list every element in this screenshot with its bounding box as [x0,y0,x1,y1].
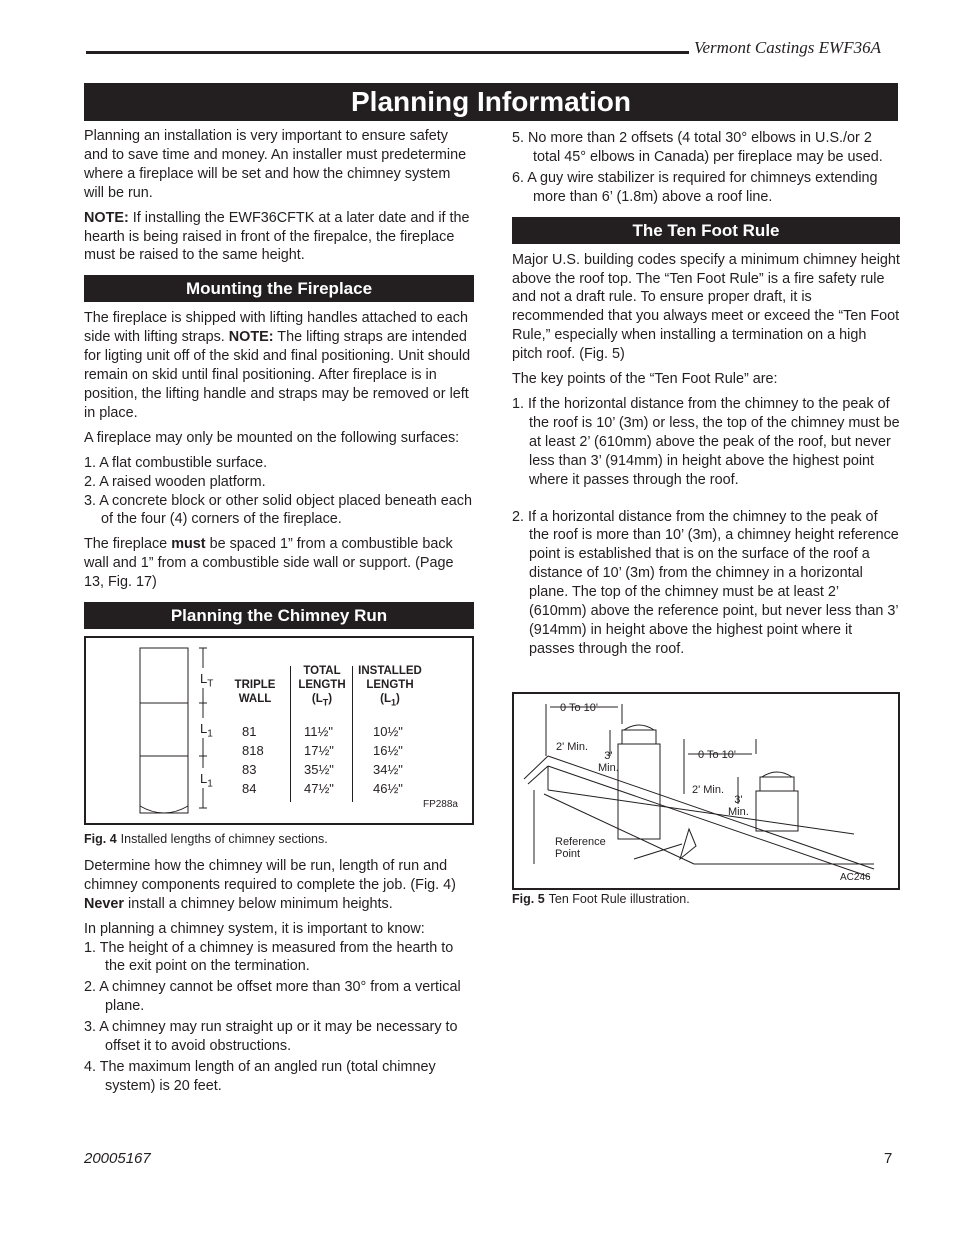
reference-point-label [555,836,606,860]
min-3ft-label-1 [598,750,619,774]
label-line: Min. [598,762,619,774]
header-line: INSTALLED [358,665,422,678]
table-cell: 35½" [304,762,334,778]
document-number: 20005167 [84,1150,151,1167]
table-cell: 10½" [373,724,403,740]
lt-sub: T [207,678,214,690]
table-cell: 46½" [373,781,403,797]
table-divider [290,666,291,802]
header-line [354,692,426,709]
l1-letter: L [200,721,208,737]
list-item: 5. No more than 2 offsets (4 total 30° elbows in U.S./or 2 total 45° elbows in Canada) per fireplace may be used. [512,130,883,165]
mount-text-a: The fireplace is shipped with lifting handles attached to each side with lifting straps. [84,310,468,346]
label-lt [200,670,213,695]
fig4-caption [84,830,474,849]
label-line: Min. [728,806,749,818]
col-header-total-length [292,664,352,709]
sub-1: 1 [391,697,397,708]
det-text-a: Determine how the chimney will be run, length of run and chimney components required to complete the job. (Fig. 4) [84,857,456,893]
surface-list [84,454,474,530]
label-line: 3' [734,794,743,806]
l1b-letter: L [200,771,208,787]
list-item: 2. If a horizontal distance from the chimney to the peak of the roof is more than 10’ (3m), a chimney height reference point is established that is on the surface of the roof a distance of 10’ (3m) from the chimney in a horizontal plane. The top of the chimney must be at least 2’ (610mm) above the reference point, but never less than 3’ (914mm) in height above the highest point where it passes through the roof. [512,508,899,657]
fig5-caption-label: Fig. 5 [512,892,545,906]
label-line: Reference [555,836,606,848]
label-line: 3' [604,750,613,762]
table-cell: 84 [242,781,257,797]
sub-t: T [322,697,329,708]
header-brand: Vermont Castings EWF36A [694,38,881,57]
ten-list [512,395,900,659]
label-line: Point [555,848,581,860]
table-cell: 83 [242,762,257,778]
table-cell: 17½" [304,743,334,759]
col-header-triple-wall [228,678,282,706]
chimney-heading: Planning the Chimney Run [84,602,474,629]
table-cell: 34½" [373,762,403,778]
list-item: 2. A raised wooden platform. [84,473,266,490]
mount-paragraph-2: A fireplace may only be mounted on the following surfaces: [84,429,460,446]
fig4-caption-text: Installed lengths of chimney sections. [120,832,328,847]
spacing-text-a: The fireplace [84,536,172,553]
ten-foot-heading: The Ten Foot Rule [512,217,900,244]
page-number: 7 [884,1150,893,1167]
lt-letter: L [200,671,208,687]
fig5-box [512,692,900,890]
fig4-box [84,636,474,825]
know-intro: In planning a chimney system, it is important to know: [84,920,425,937]
list-item: 4. The maximum length of an angled run (total chimney system) is 20 feet. [84,1059,436,1094]
right-column [512,129,900,677]
determine-paragraph [84,857,474,914]
fig5-caption-text: Ten Foot Rule illustration. [548,892,690,906]
paren-close: ) [328,693,333,706]
header-line: TOTAL [303,665,341,678]
l1-sub: 1 [207,728,213,740]
ten-paragraph-1: Major U.S. building codes specify a minimum chimney height above the roof top. The “Ten Foot Rule” is a fire safety rule and not a draft rule. To ensure proper draft, it is recommended that you always meet or exceed the “Ten Foot Rule,” especially when installing a termination on a high pitch roof. (Fig. 5) [512,251,900,363]
min-3ft-label-2 [728,794,749,818]
header-line [292,692,352,709]
list-item: 1. A flat combustible surface. [84,454,268,471]
page-title: Planning Information [84,83,898,121]
l1b-sub: 1 [207,778,213,790]
header-line: TRIPLE [234,679,276,692]
list-item: 3. A concrete block or other solid object placed beneath each of the four (4) corners of the fireplace. [84,492,473,528]
table-cell: 818 [242,743,264,759]
spacing-must: must [171,536,206,553]
table-divider [352,666,353,802]
list-item: 1. If the horizontal distance from the chimney to the peak of the roof is 10’ (3m) or less, the top of the chimney must be at least 2’ (610mm) above the peak of the roof, but never less than 3’ (914mm) in height above the highest point where it passes through the roof. [512,395,900,488]
header-line: LENGTH [298,679,346,692]
intro-paragraph: Planning an installation is very important to ensure safety and to save time and money. An installer must predetermine where a fireplace will be set and how the chimney system will be run. [84,128,467,201]
table-cell: 81 [242,724,257,740]
header-line: LENGTH [366,679,414,692]
fig5-caption [512,892,690,906]
min-2ft-label-2: 2' Min. [692,784,725,796]
label-l1 [200,720,213,745]
list-item: 1. The height of a chimney is measured from the hearth to the exit point on the termination. [84,939,454,975]
det-never: Never [84,895,125,912]
spacing-text-b: be spaced 1” from a combustible back wall and 1” from a combustible side wall or support. (Page 13, Fig. 17) [84,536,454,591]
fig5-code: AC246 [840,872,871,883]
note-paragraph [84,209,474,266]
distance-label-2: 0 To 10' [698,749,736,761]
paren-open: (L [311,693,323,706]
mount-paragraph-1 [84,309,474,422]
note-label: NOTE: [84,209,129,226]
ten-paragraph-2: The key points of the “Ten Foot Rule” are: [512,371,778,388]
header-line: WALL [238,693,272,706]
know-list [84,939,474,1096]
table-cell: 11½" [304,724,333,740]
continued-list [512,129,900,207]
det-text-b: install a chimney below minimum heights. [124,895,393,912]
header-rule [86,51,689,54]
spacing-paragraph [84,535,474,592]
table-cell: 16½" [373,743,403,759]
paren-close: ) [396,693,400,706]
left-column [84,127,474,1102]
fig4-caption-label: Fig. 4 [84,832,117,847]
list-item: 6. A guy wire stabilizer is required for chimneys extending more than 6’ (1.8m) above a roof line. [512,169,878,205]
list-item: 3. A chimney may run straight up or it may be necessary to offset it to avoid obstructions. [84,1019,458,1055]
min-2ft-label-1: 2' Min. [556,741,589,753]
mount-text-b: The lifting straps are intended for ligting unit off of the skid and final positioning. Unit should remain on skid until final positioning. After fireplace is in position, the lifting handle and straps may be removed or left in place. [84,329,471,421]
mounting-heading: Mounting the Fireplace [84,275,474,302]
paren-open: (L [380,693,391,706]
mount-note-label: NOTE: [228,329,274,346]
distance-label-1: 0 To 10' [560,702,598,714]
list-item: 2. A chimney cannot be offset more than 30° from a vertical plane. [84,979,461,1015]
label-l1b [200,770,213,795]
table-cell: 47½" [304,781,334,797]
note-text: If installing the EWF36CFTK at a later date and if the hearth is being raised in front of the firepalce, the fireplace must be raised to the same height. [84,209,470,264]
col-header-installed-length [354,664,426,709]
fig4-code: FP288a [422,799,458,811]
